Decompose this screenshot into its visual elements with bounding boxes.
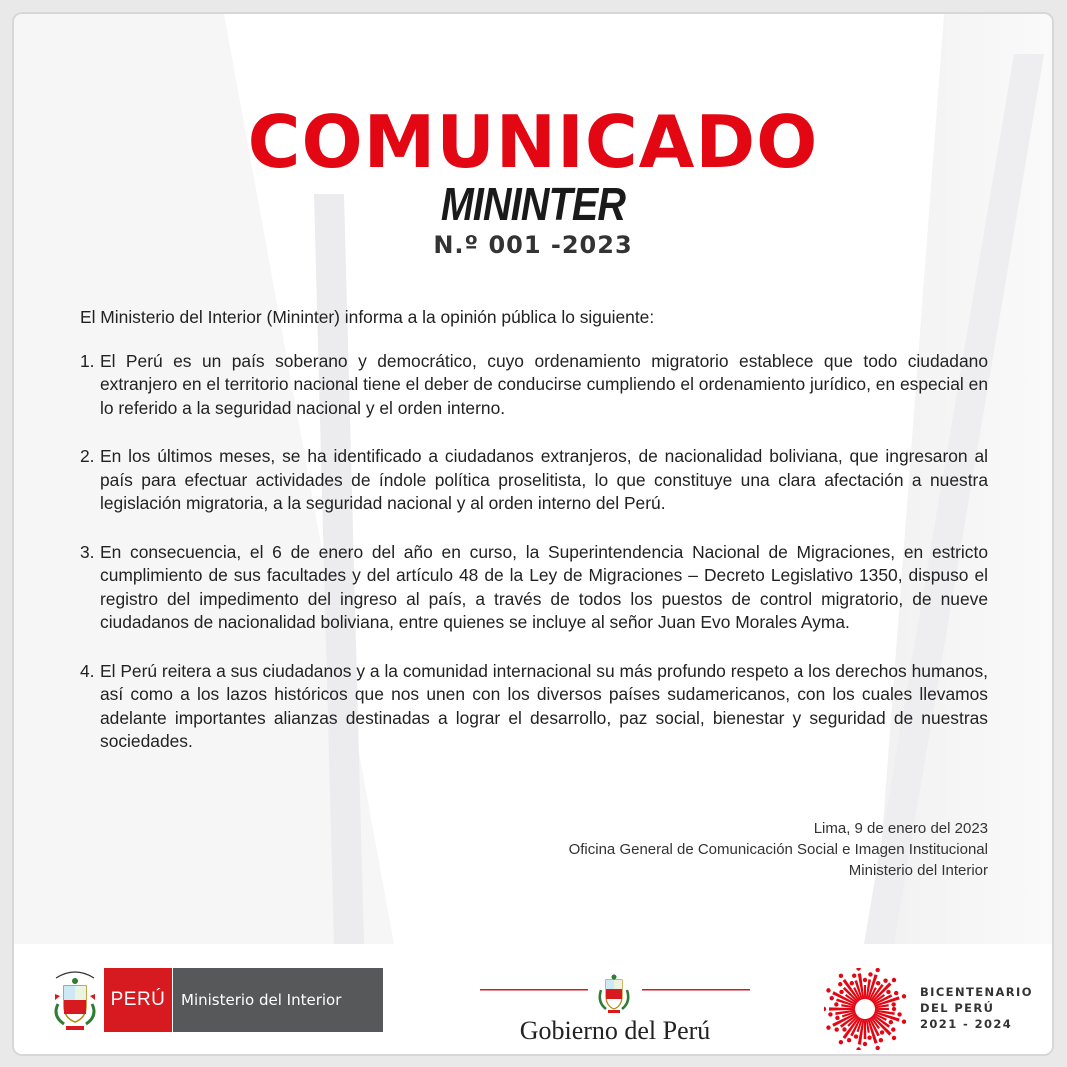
item-number: 2. [80, 446, 95, 466]
item-number: 3. [80, 541, 95, 562]
item-text: En los últimos meses, se ha identificado a ciudadanos extranjeros, de nacionalidad boliviana, que ingresaron al país para efectuar actividades de índole política proselitista, lo que constituye una clara afectación a nuestra legislación migratoria, a la seguridad nacional y al orden interno del Perú. [100, 446, 988, 513]
intro-paragraph: El Ministerio del Interior (Mininter) informa a la opinión pública lo siguiente: [80, 307, 655, 327]
list-item [80, 445, 988, 516]
footer [14, 946, 1052, 1054]
communique-body [80, 306, 988, 779]
issuing-office: Oficina General de Comunicación Social e Imagen Institucional [568, 841, 988, 858]
page-title: COMUNICADO [247, 100, 819, 184]
coat-of-arms-icon [50, 966, 100, 1034]
peru-label: PERÚ [104, 968, 172, 1032]
issuing-ministry: Ministerio del Interior [848, 862, 988, 879]
signature-block [569, 818, 988, 881]
header [14, 102, 1052, 260]
peru-ministerio-logo [50, 966, 390, 1034]
coat-of-arms-icon [597, 974, 631, 1014]
item-text: El Perú es un país soberano y democrático, cuyo ordenamiento migratorio establece que todo ciudadano extranjero en el territorio nacional tiene el deber de conducirse cumpliendo el ordenamiento jurídico, en especial en lo referido a la seguridad nacional y el orden interno. [100, 350, 988, 418]
item-text: El Perú reitera a sus ciudadanos y a la comunidad internacional su más profundo respeto a los derechos humanos, así como a los lazos históricos que nos unen con los diversos países sudamericanos, con los cuales llevamos adelante importantes alianzas destinadas a lograr el desarrollo, paz social, bienestar y seguridad de nuestras sociedades. [100, 660, 988, 751]
list-item [80, 660, 988, 754]
item-number: 4. [80, 660, 95, 681]
footer-curve [14, 930, 1052, 960]
item-text: En consecuencia, el 6 de enero del año en curso, la Superintendencia Nacional de Migraciones, en estricto cumplimiento de sus facultades y del artículo 48 de la Ley de Migraciones – Decreto Legislativo 1350, dispuso el registro del impedimento del ingreso al país, a través de todos los puestos de control migratorio, de nueve ciudadanos de nacionalidad boliviana, entre quienes se incluye al señor Juan Evo Morales Ayma. [100, 541, 988, 632]
bicentenario-text [920, 984, 1033, 1032]
bicentenario-burst-icon [824, 968, 906, 1050]
communique-card [14, 14, 1052, 1054]
ministry-label: Ministerio del Interior [173, 968, 383, 1032]
place-date: Lima, 9 de enero del 2023 [813, 820, 988, 837]
gobierno-label: Gobierno del Perú [519, 1016, 711, 1045]
bicentenario-line1: BICENTENARIO [920, 985, 1033, 999]
subtitle: MININTER [440, 178, 626, 230]
gobierno-logo [480, 966, 750, 1046]
bicentenario-logo [824, 968, 1044, 1050]
list-item [80, 350, 988, 421]
bicentenario-line3: 2021 - 2024 [920, 1017, 1013, 1031]
document-number: N.º 001 -2023 [433, 231, 633, 259]
list-item [80, 541, 988, 635]
item-number: 1. [80, 350, 95, 371]
bicentenario-line2: DEL PERÚ [920, 1001, 995, 1015]
